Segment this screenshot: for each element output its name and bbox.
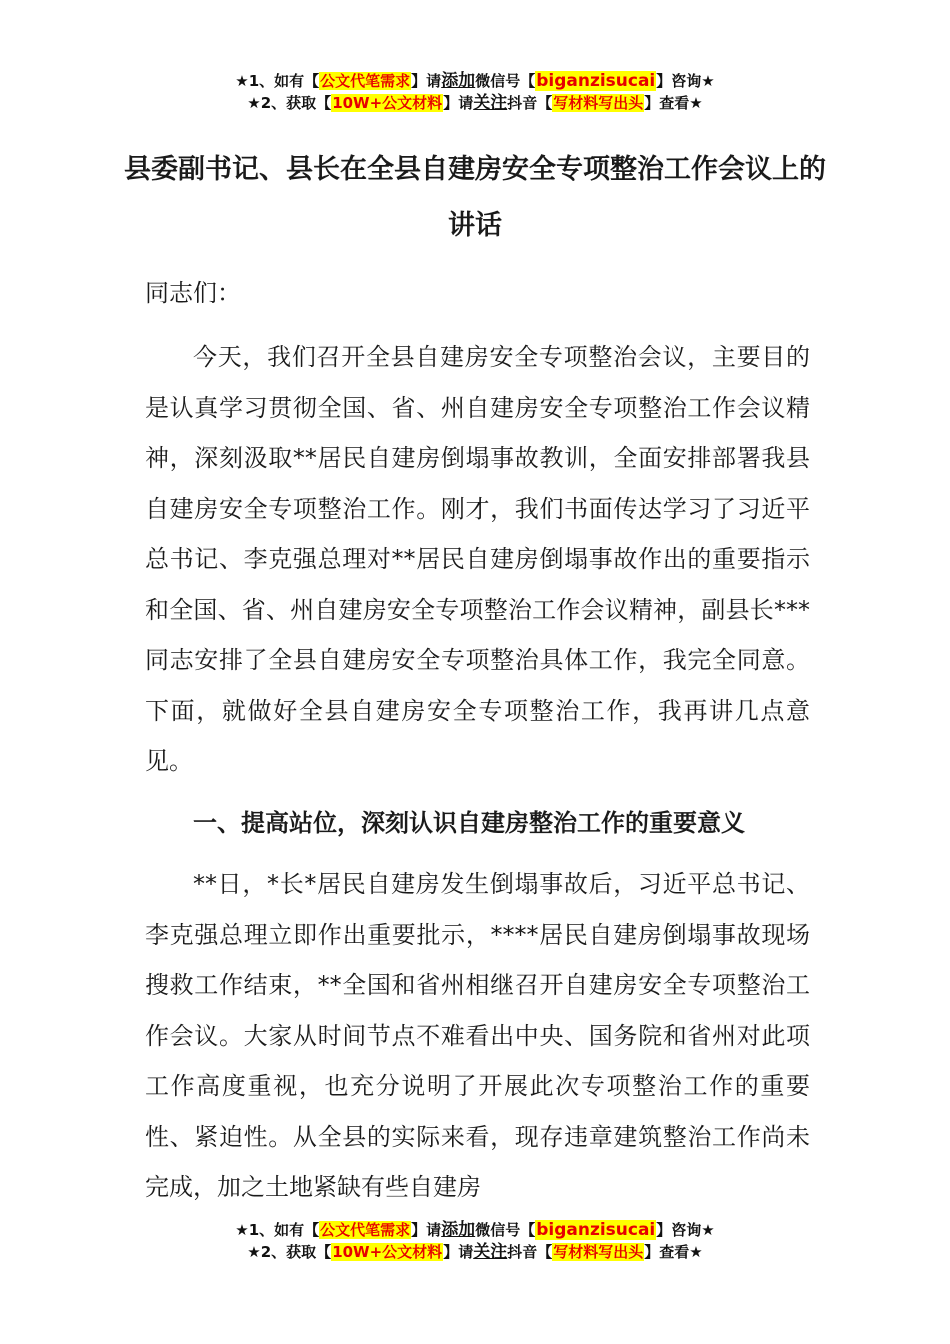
promo-highlight-douyin: 写材料写出头 bbox=[553, 94, 644, 112]
promo-text: ★1、如有【 bbox=[235, 1221, 320, 1239]
promo-text: 微信号【 bbox=[475, 72, 536, 90]
promo-text: 】请 bbox=[443, 1243, 474, 1261]
promo-text: ★2、获取【 bbox=[247, 1243, 332, 1261]
greeting: 同志们： bbox=[145, 279, 241, 307]
promo-highlight: 公文代笔需求 bbox=[320, 1221, 411, 1239]
promo-highlight-wechat: biganzisucai bbox=[536, 1220, 656, 1240]
promo-text: 微信号【 bbox=[475, 1221, 536, 1239]
promo-underlined: 关注 bbox=[473, 93, 508, 113]
header-promo-banner bbox=[0, 70, 950, 114]
body-paragraph-2 bbox=[145, 859, 810, 1213]
promo-text: ★2、获取【 bbox=[247, 94, 332, 112]
promo-text: 】查看★ bbox=[644, 94, 703, 112]
promo-text: ★1、如有【 bbox=[235, 72, 320, 90]
promo-highlight: 10W+公文材料 bbox=[332, 94, 443, 112]
promo-text: 】咨询★ bbox=[656, 72, 715, 90]
promo-text: 】查看★ bbox=[644, 1243, 703, 1261]
promo-highlight: 公文代笔需求 bbox=[320, 72, 411, 90]
promo-text: 】请 bbox=[411, 72, 442, 90]
promo-underlined: 关注 bbox=[473, 1242, 508, 1262]
promo-highlight: 10W+公文材料 bbox=[332, 1243, 443, 1261]
promo-highlight-wechat: biganzisucai bbox=[536, 71, 656, 91]
paragraph-text: **日，*长*居民自建房发生倒塌事故后，习近平总书记、李克强总理立即作出重要批示，****居民自建房倒塌事故现场搜救工作结束，**全国和省州相继召开自建房安全专项整治工作会议。大家从时间节点不难看出中央、国务院和省州对此项工作高度重视，也充分说明了开展此次专项整治工作的重要性、紧迫性。从全县的实际来看，现存违章建筑整治工作尚未完成，加之土地紧缺有些自建房 bbox=[145, 870, 810, 1201]
promo-line-2 bbox=[0, 92, 950, 114]
promo-text: 】请 bbox=[443, 94, 474, 112]
promo-line-1 bbox=[0, 70, 950, 92]
body-paragraph-1 bbox=[145, 332, 810, 787]
promo-line-2 bbox=[0, 1241, 950, 1263]
section-heading-1: 一、提高站位，深刻认识自建房整治工作的重要意义 bbox=[193, 809, 745, 837]
footer-promo-banner bbox=[0, 1219, 950, 1263]
promo-text: 抖音【 bbox=[507, 1243, 553, 1261]
promo-highlight-douyin: 写材料写出头 bbox=[553, 1243, 644, 1261]
promo-text: 】咨询★ bbox=[656, 1221, 715, 1239]
paragraph-text: 今天，我们召开全县自建房安全专项整治会议，主要目的是认真学习贯彻全国、省、州自建房安全专项整治工作会议精神，深刻汲取**居民自建房倒塌事故教训，全面安排部署我县自建房安全专项整治工作。刚才，我们书面传达学习了习近平总书记、李克强总理对**居民自建房倒塌事故作出的重要指示和全国、省、州自建房安全专项整治工作会议精神，副县长***同志安排了全县自建房安全专项整治具体工作，我完全同意。下面，就做好全县自建房安全专项整治工作，我再讲几点意见。 bbox=[145, 343, 810, 775]
promo-text: 】请 bbox=[411, 1221, 442, 1239]
promo-underlined: 添加 bbox=[441, 71, 476, 91]
promo-text: 抖音【 bbox=[507, 94, 553, 112]
promo-line-1 bbox=[0, 1219, 950, 1241]
document-title: 县委副书记、县长在全县自建房安全专项整治工作会议上的讲话 bbox=[124, 154, 826, 241]
promo-underlined: 添加 bbox=[441, 1220, 476, 1240]
